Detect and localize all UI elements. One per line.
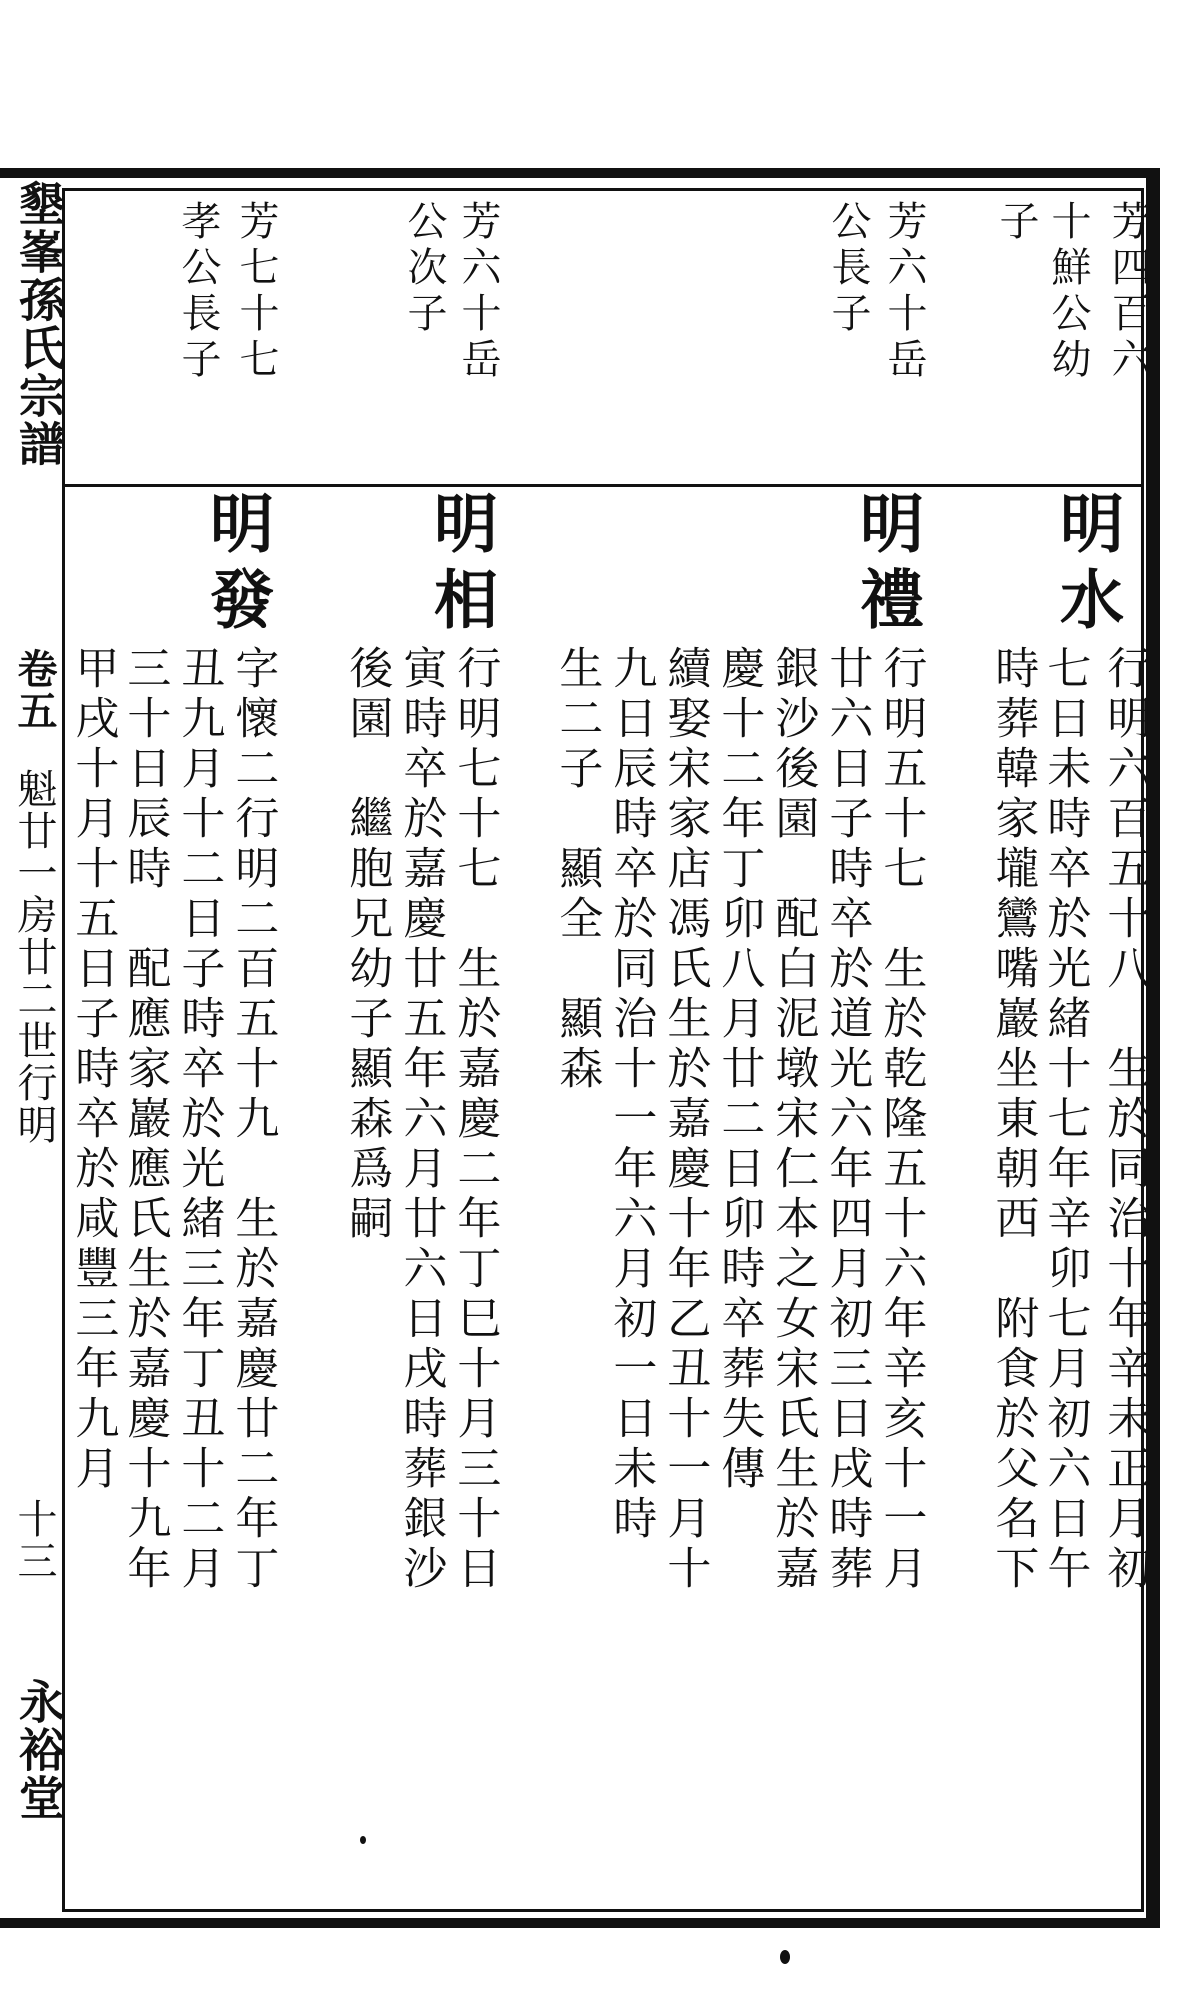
mingxiang-parent-1: 芳六十岳 (455, 200, 501, 384)
entry-line: 字懷二行明二百五十九 生於嘉慶廿二年丁 (227, 645, 279, 1595)
register-divider (62, 484, 1144, 487)
entry-line: 續娶宋家店馮氏生於嘉慶十年乙丑十一月十 (659, 645, 711, 1595)
entry-line: 時葬韓家壠鸞嘴巖坐東朝西 附食於父名下 (987, 645, 1039, 1595)
entry-line: 丑九月十二日子時卒於光緒三年丁丑十二月 (173, 645, 225, 1595)
entry-line: 廿六日子時卒於道光六年四月初三日戌時葬 (821, 645, 873, 1595)
ink-speck (780, 1950, 790, 1964)
entry-line: 三十日辰時 配應家巖應氏生於嘉慶十九年 (119, 645, 171, 1595)
section-label: 魁廿一房廿二世行明 (11, 768, 57, 1146)
page-number: 十三 (11, 1498, 57, 1582)
entry-name-mingxiang: 明相 (423, 490, 498, 642)
mingli-parent-1: 芳六十岳 (881, 200, 927, 384)
entry-line: 甲戌十月十五日子時卒於咸豐三年九月 (67, 645, 119, 1495)
entry-line: 行明七十七 生於嘉慶二年丁巳十月三十日 (449, 645, 501, 1595)
mingli-parent-2: 公長子 (825, 200, 871, 338)
volume-label: 卷五 (11, 648, 58, 732)
mingshui-parent-1: 芳四百六 (1105, 200, 1151, 384)
entry-line: 九日辰時卒於同治十一年六月初一日未時 (605, 645, 657, 1545)
mingxiang-parent-2: 公次子 (401, 200, 447, 338)
entry-line: 行明五十七 生於乾隆五十六年辛亥十一月 (875, 645, 927, 1595)
entry-line: 後園 繼胞兄幼子顯森爲嗣 (341, 645, 393, 1245)
mingshui-parent-3: 子 (993, 200, 1039, 246)
entry-line: 寅時卒於嘉慶廿五年六月廿六日戌時葬銀沙 (395, 645, 447, 1595)
mingshui-parent-2: 十鮮公幼 (1045, 200, 1091, 384)
entry-line: 慶十二年丁卯八月廿二日卯時卒葬失傳 (713, 645, 765, 1495)
mingfa-parent-1: 芳七十七 (233, 200, 279, 384)
ink-speck (360, 1836, 366, 1844)
hall-name: 永裕堂 (12, 1678, 66, 1822)
entry-line: 行明六百五十八 生於同治十年辛未正月初 (1099, 645, 1151, 1595)
entry-line: 銀沙後園 配白泥墩宋仁本之女宋氏生於嘉 (767, 645, 819, 1595)
mingfa-parent-2: 孝公長子 (175, 200, 221, 384)
book-title: 墾峯孫氏宗譜 (12, 180, 66, 468)
entry-name-mingli: 明禮 (849, 490, 924, 642)
entry-line: 七日未時卒於光緒十七年辛卯七月初六日午 (1039, 645, 1091, 1595)
side-strip (0, 168, 66, 1928)
entry-name-mingfa: 明發 (199, 490, 274, 642)
entry-line: 生二子 顯全 顯森 (551, 645, 603, 1095)
entry-name-mingshui: 明水 (1049, 490, 1124, 642)
